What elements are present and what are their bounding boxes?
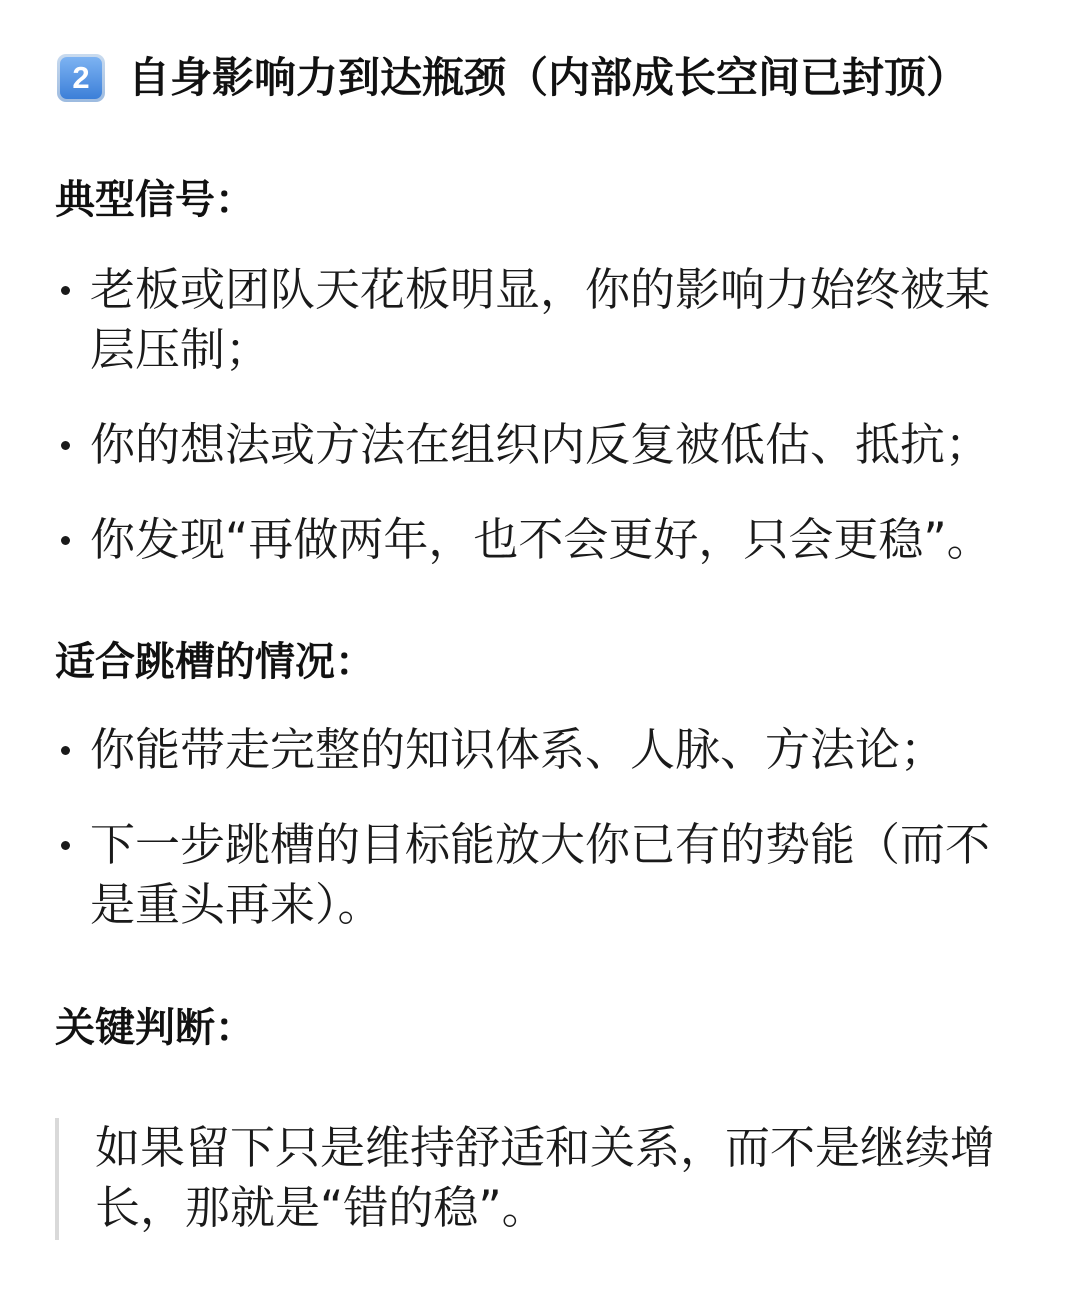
section-title: 自身影响力到达瓶颈（内部成长空间已封顶） [128, 53, 969, 102]
bullet-dot [61, 441, 70, 450]
list-item-text: 你发现“再做两年，也不会更好，只会更稳”。 [90, 513, 992, 566]
blockquote [55, 1118, 1029, 1240]
badge-number: 2 [60, 57, 102, 99]
bullet-dot [61, 536, 70, 545]
signals-heading: 典型信号： [55, 177, 255, 223]
bullet-dot [61, 841, 70, 850]
list-item-text: 老板或团队天花板明显，你的影响力始终被某层压制； [90, 263, 991, 376]
blockquote-text: 如果留下只是维持舒适和关系，而不是继续增长，那就是“错的稳”。 [95, 1121, 996, 1234]
list-item [55, 720, 1020, 780]
list-item [55, 815, 1020, 935]
list-item [55, 260, 1020, 380]
bullet-dot [61, 746, 70, 755]
judgment-heading: 关键判断： [55, 1005, 255, 1051]
list-item-text: 你能带走完整的知识体系、人脉、方法论； [90, 723, 946, 776]
list-item-text: 你的想法或方法在组织内反复被低估、抵抗； [90, 418, 991, 471]
list-item-text: 下一步跳槽的目标能放大你已有的势能（而不是重头再来）。 [90, 818, 991, 931]
suitable-heading: 适合跳槽的情况： [55, 639, 375, 685]
keycap-digit-two-icon [57, 54, 105, 102]
list-item [55, 415, 1020, 475]
bullet-dot [61, 286, 70, 295]
list-item [55, 510, 1020, 570]
